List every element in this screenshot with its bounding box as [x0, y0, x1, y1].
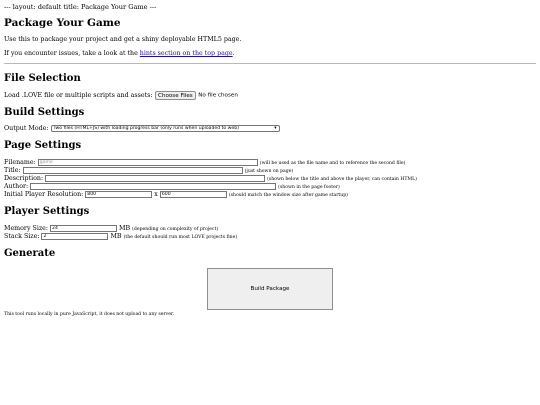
- choose-files-button[interactable]: Choose Files: [155, 91, 197, 100]
- player-settings-heading: Player Settings: [4, 206, 90, 217]
- resolution-width-value: 800: [87, 192, 97, 197]
- build-package-button[interactable]: Build Package: [207, 268, 333, 310]
- stack-unit: MB: [110, 233, 122, 240]
- output-mode-select[interactable]: [51, 125, 280, 132]
- filename-hint: (will be used as the file name and to reference the second file): [259, 161, 406, 166]
- author-input[interactable]: [30, 183, 276, 190]
- resolution-height-input[interactable]: [160, 191, 227, 198]
- page-settings-form: [4, 159, 536, 199]
- filename-label: Filename:: [4, 159, 36, 166]
- chevron-down-icon: ▾: [274, 126, 277, 131]
- file-selection-row: [4, 91, 536, 100]
- resolution-separator: x: [154, 191, 158, 198]
- issues-text: [4, 50, 536, 58]
- section-divider: [4, 63, 536, 64]
- description-input[interactable]: [45, 175, 265, 182]
- author-hint: (shown in the page footer): [278, 185, 340, 190]
- hints-link[interactable]: hints section on the top page: [139, 50, 233, 57]
- title-hint: (just shown on page): [244, 169, 294, 174]
- description-hint: (shown below the title and above the player, can contain HTML): [267, 177, 417, 182]
- author-label: Author:: [4, 183, 29, 190]
- resolution-height-value: 600: [161, 192, 171, 197]
- resolution-hint: (should match the window size after game startup): [228, 193, 348, 198]
- file-input-label: Load .LOVE file or multiple scripts and assets:: [4, 92, 153, 99]
- memory-size-input[interactable]: [50, 225, 117, 232]
- stack-size-input[interactable]: [41, 233, 108, 240]
- file-status-text: No file chosen: [198, 92, 238, 99]
- file-selection-heading: File Selection: [4, 73, 81, 84]
- output-mode-value: Two files (HTML+JS) with loading progress bar (only runs when uploaded to web): [53, 126, 239, 131]
- page-settings-heading: Page Settings: [4, 140, 82, 151]
- build-button-wrap: [4, 268, 536, 310]
- resolution-label: Initial Player Resolution:: [4, 191, 84, 198]
- stack-row: [4, 233, 536, 241]
- front-matter-text: --- layout: default title: Package Your Game ---: [4, 3, 157, 11]
- filename-placeholder: game: [39, 160, 53, 165]
- title-input[interactable]: [23, 167, 243, 174]
- memory-size-value: 24: [52, 226, 58, 231]
- build-settings-heading: Build Settings: [4, 107, 85, 118]
- footer-note: This tool runs locally in pure JavaScript, it does not upload to any server.: [4, 312, 175, 317]
- output-mode-row: [4, 125, 536, 133]
- intro-text: Use this to package your project and get a shiny deployable HTML5 page.: [4, 36, 242, 43]
- title-label: Title:: [4, 167, 21, 174]
- page-title: Package Your Game: [4, 17, 121, 29]
- stack-hint: (the default should run most LOVE projects fine): [123, 235, 238, 240]
- memory-label: Memory Size:: [4, 225, 48, 232]
- author-row: [4, 183, 536, 191]
- memory-row: [4, 225, 536, 233]
- resolution-width-input[interactable]: [85, 191, 152, 198]
- description-label: Description:: [4, 175, 44, 182]
- generate-heading: Generate: [4, 248, 56, 259]
- title-row: [4, 167, 536, 175]
- description-row: [4, 175, 536, 183]
- player-settings-form: [4, 225, 536, 241]
- issues-prefix: If you encounter issues, take a look at the: [4, 50, 140, 57]
- page-root: [4, 3, 536, 318]
- issues-suffix: .: [232, 50, 235, 57]
- filename-row: [4, 159, 536, 167]
- resolution-row: [4, 191, 536, 199]
- stack-label: Stack Size:: [4, 233, 40, 240]
- filename-input[interactable]: [38, 159, 258, 166]
- memory-unit: MB: [119, 225, 131, 232]
- stack-size-value: 2: [43, 234, 47, 239]
- output-mode-label: Output Mode:: [4, 125, 49, 132]
- memory-hint: (depending on complexity of project): [132, 227, 219, 232]
